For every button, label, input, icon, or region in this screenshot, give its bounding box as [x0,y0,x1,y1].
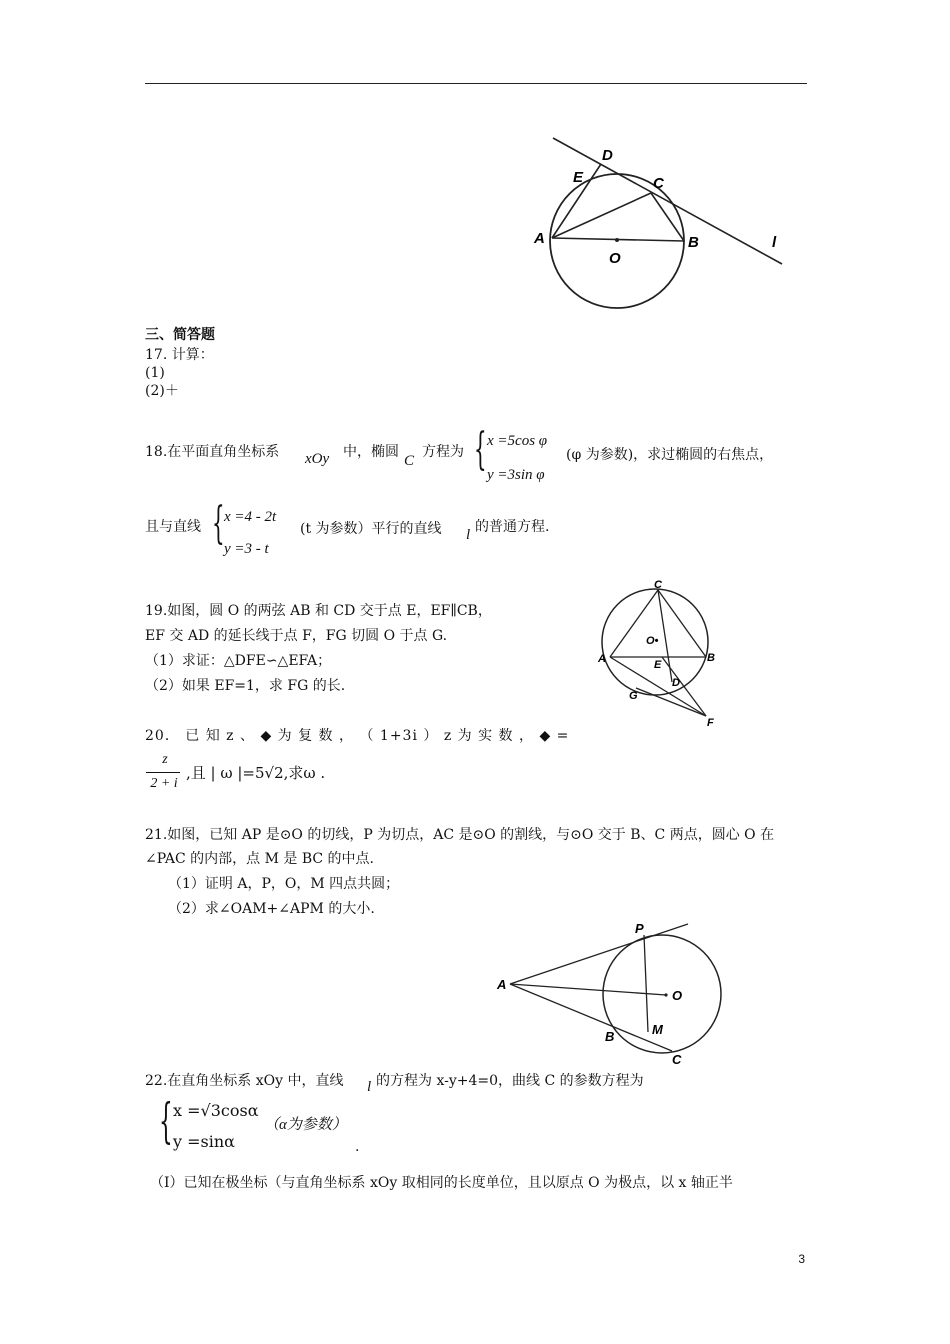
q21-line1: 21.如图，已知 AP 是⊙O 的切线，P 为切点，AC 是⊙O 的割线，与⊙O 交于 B、C 两点，圆心 O 在 [145,827,775,843]
q18-eq3: x =4 - 2t [224,509,277,525]
q18-param: (φ 为参数)，求过椭圆的右焦点， [566,447,774,463]
q19-line4: （2）如果 EF=1，求 FG 的长. [145,678,346,694]
q22-eq1: x =√3cosα [173,1101,259,1120]
q18-brace1: { [474,424,487,475]
q19-line3: （1）求证：△DFE∽△EFA； [145,653,332,669]
q22-line3: （I）已知在极坐标（与直角坐标系 xOy 取相同的长度单位，且以原点 O 为极点，以 x 轴正半 [150,1175,733,1191]
q20-frac-num: z [162,752,168,767]
q20-rest: ,且 | ω |=5√2,求ω . [186,764,326,782]
q22-l: l [367,1079,372,1095]
label-o: O [609,250,621,267]
q22-param: （α为参数） [264,1117,347,1133]
label-a: A [534,230,545,247]
figure-tangent-circle [520,130,800,315]
label-d: D [602,147,613,164]
segment-pm [644,935,648,1032]
page-number: 3 [798,1252,805,1266]
q18-eq1: x =5cos φ [487,433,548,449]
q18-line2-b: 的普通方程. [475,519,550,535]
fig2-label-d: D [672,677,680,689]
tangent-line-l [553,138,782,264]
q18-c: C [404,453,415,469]
fig3-label-m: M [652,1022,663,1037]
center-point-o-fig3 [664,993,667,996]
q18-l: l [466,527,471,543]
figure-chords-tangent [596,578,731,730]
center-point-o [615,238,619,242]
fig3-label-b: B [605,1029,615,1044]
q21-line3: （1）证明 A，P，O，M 四点共圆； [168,876,400,892]
fig3-label-o: O [672,988,683,1003]
fig2-label-e: E [654,659,662,671]
fig3-label-p: P [635,921,644,936]
fig2-label-o: O• [646,635,659,647]
q18-text-b: 中，椭圆 [343,444,399,460]
fig2-label-b: B [707,652,715,664]
q21-line4: （2）求∠OAM+∠APM 的大小. [168,901,375,917]
q22-brace: { [159,1093,173,1149]
q18-xoy: xOy [305,451,330,467]
q17-line2: (1) [145,365,165,381]
q17-line1: 17. 计算： [145,347,214,363]
fig2-label-g: G [629,690,638,702]
q20-frac-line [146,772,180,773]
q17-line3: (2)＋ [145,383,179,399]
label-c: C [653,175,664,192]
q18-param2: (t 为参数）平行的直线 [300,521,442,537]
chord-cb [658,590,706,657]
tangent-ap [510,924,688,984]
q19-line2: EF 交 AD 的延长线于点 F，FG 切圆 O 于点 G. [145,628,448,644]
figure-secant-circle [492,920,732,1070]
q18-eq4: y =3 - t [224,541,269,557]
fig3-label-c: C [672,1052,682,1067]
label-b: B [688,234,699,251]
q22-dot: . [355,1139,360,1155]
q22-eq2: y =sinα [173,1132,235,1151]
q20-line1: 20． 已 知 z 、 ◆ 为 复 数 ， （ 1+3i ） z 为 实 数 ， ◆ = [145,728,570,744]
fig2-label-f: F [707,717,714,729]
q18-eq2: y =3sin φ [487,467,545,483]
q18-text-c: 方程为 [422,444,464,460]
q19-line1: 19.如图，圆 O 的两弦 AB 和 CD 交于点 E，EF∥CB， [145,603,492,619]
label-l: l [772,234,777,251]
q22-line1-b: 的方程为 x-y+4=0，曲线 C 的参数方程为 [376,1073,644,1089]
section-heading: 三、简答题 [145,327,215,343]
q18-line2-a: 且与直线 [145,519,201,535]
q18-brace2: { [212,498,225,549]
q21-line2: ∠PAC 的内部，点 M 是 BC 的中点. [145,851,374,867]
fig2-label-c: C [654,579,662,591]
q18-text-a: 18.在平面直角坐标系 [145,444,280,460]
header-rule [145,83,807,84]
q22-line1-a: 22.在直角坐标系 xOy 中，直线 [145,1073,344,1089]
fig3-label-a: A [497,977,507,992]
label-e: E [573,169,584,186]
q20-frac-den: 2 + i [150,776,178,791]
fig2-label-a: A [598,653,606,665]
